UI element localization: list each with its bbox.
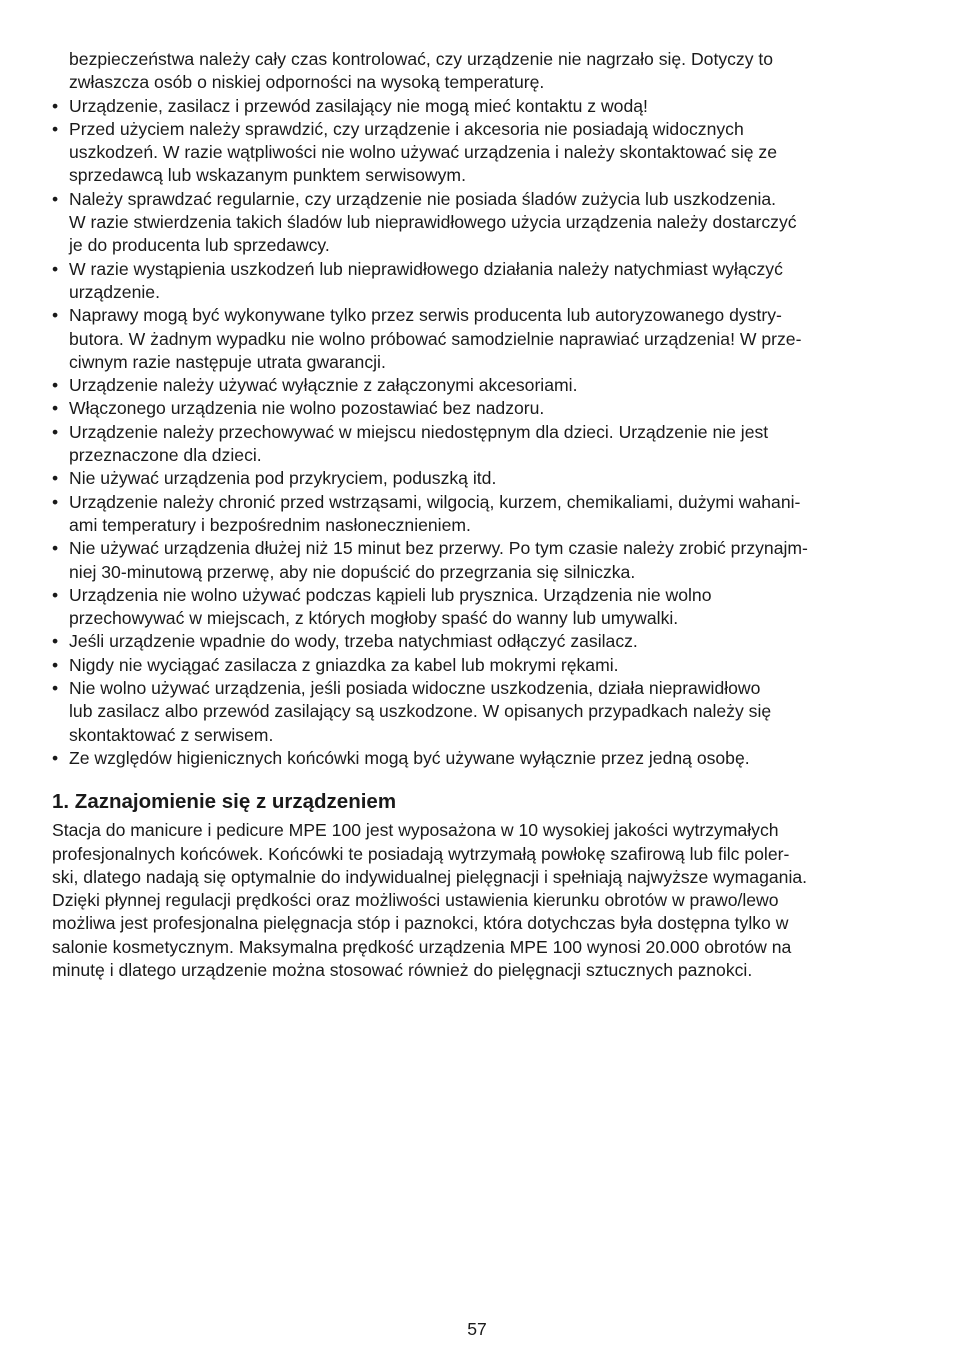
- bullet-item: • Urządzenie należy chronić przed wstrząsami, wilgocią, kurzem, chemikaliami, dużymi wahani- ami temperatury i bezpośrednim nasłonecznieniem.: [52, 491, 904, 538]
- continuation-text: bezpieczeństwa należy cały czas kontrolować, czy urządzenie nie nagrzało się. Dotyczy to zwłaszcza osób o niskiej odporności na wysoką temperaturę.: [69, 49, 774, 93]
- bullet-item: • Przed użyciem należy sprawdzić, czy urządzenie i akcesoria nie posiadają widocznych uszkodzeń. W razie wątpliwości nie wolno używać urządzenia i należy skontaktować się ze sprzedawcą lub wskazanym punktem serwisowym.: [52, 118, 904, 188]
- bullet-item: • Włączonego urządzenia nie wolno pozostawiać bez nadzoru.: [52, 397, 904, 420]
- bullet-item: • Jeśli urządzenie wpadnie do wody, trzeba natychmiast odłączyć zasilacz.: [52, 630, 904, 653]
- section-body: Stacja do manicure i pedicure MPE 100 jest wyposażona w 10 wysokiej jakości wytrzymałych profesjonalnych końcówek. Końcówki te posiadają wytrzymałą powłokę szafirową lub filc poler- ski, dlatego nadają się optymalnie do indywidualnej pielęgnacji i spełniają najwyższe wymagania. Dzięki płynnej regulacji prędkości oraz możliwości ustawienia kierunku obrotów w prawo/lewo możliwa jest profesjonalna pielęgnacja stóp i paznokci, która dotychczas była dostępna tylko w salonie kosmetycznym. Maksymalna prędkość urządzenia MPE 100 wynosi 20.000 obrotów na minutę i dlatego urządzenie można stosować również do pielęgnacji sztucznych paznokci.: [52, 820, 808, 980]
- bullet-item: • Urządzenie należy używać wyłącznie z załączonymi akcesoriami.: [52, 374, 904, 397]
- page-number: 57: [467, 1319, 487, 1339]
- bullet-item: • Nie wolno używać urządzenia, jeśli posiada widoczne uszkodzenia, działa nieprawidłowo lub zasilacz albo przewód zasilający są uszkodzone. W opisanych przypadkach należy się skontaktować z serwisem.: [52, 677, 904, 747]
- bullet-item: • Nie używać urządzenia dłużej niż 15 minut bez przerwy. Po tym czasie należy zrobić przynajm- niej 30-minutową przerwę, aby nie dopuścić do przegrzania się silniczka.: [52, 537, 904, 584]
- bullet-item: • Urządzenie, zasilacz i przewód zasilający nie mogą mieć kontaktu z wodą!: [52, 95, 904, 118]
- bullet-item: • W razie wystąpienia uszkodzeń lub nieprawidłowego działania należy natychmiast wyłączyć urządzenie.: [52, 258, 904, 305]
- bullet-item: • Nie używać urządzenia pod przykryciem, poduszką itd.: [52, 467, 904, 490]
- safety-bullet-list: [52, 95, 904, 771]
- document-page: [52, 48, 904, 982]
- bullet-item: • Należy sprawdzać regularnie, czy urządzenie nie posiada śladów zużycia lub uszkodzenia. W razie stwierdzenia takich śladów lub nieprawidłowego użycia urządzenia należy dostarczyć je do producenta lub sprzedawcy.: [52, 188, 904, 258]
- bullet-item: • Urządzenia nie wolno używać podczas kąpieli lub prysznica. Urządzenia nie wolno przechowywać w miejscach, z których mogłoby spaść do wanny lub umywalki.: [52, 584, 904, 631]
- section-heading: 1. Zaznajomienie się z urządzeniem: [52, 790, 397, 814]
- bullet-item: • Ze względów higienicznych końcówki mogą być używane wyłącznie przez jedną osobę.: [52, 747, 904, 770]
- bullet-item: • Nigdy nie wyciągać zasilacza z gniazdka za kabel lub mokrymi rękami.: [52, 654, 904, 677]
- bullet-item: • Urządzenie należy przechowywać w miejscu niedostępnym dla dzieci. Urządzenie nie jest przeznaczone dla dzieci.: [52, 421, 904, 468]
- bullet-item: • Naprawy mogą być wykonywane tylko przez serwis producenta lub autoryzowanego dystry- butora. W żadnym wypadku nie wolno próbować samodzielnie naprawiać urządzenia! W prze- ciwnym razie następuje utrata gwarancji.: [52, 304, 904, 374]
